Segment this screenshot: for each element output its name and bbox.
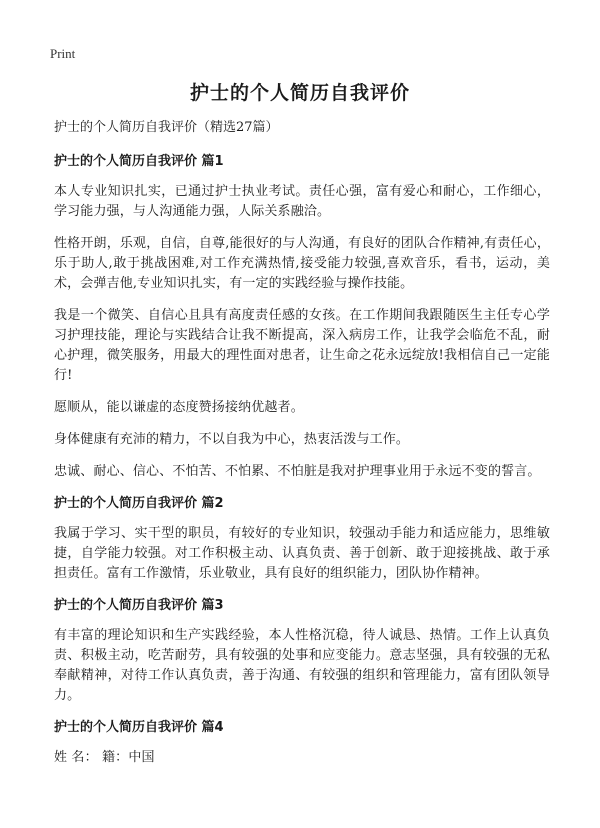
section-heading: 护士的个人简历自我评价 篇4 — [54, 720, 224, 735]
paragraph: 忠诚、耐心、信心、不怕苦、不怕累、不怕脏是我对护理事业用于永远不变的誓言。 — [54, 464, 541, 479]
document-subtitle: 护士的个人简历自我评价（精选27篇） — [54, 120, 279, 135]
section-2 — [54, 494, 550, 584]
paragraph: 本人专业知识扎实，已通过护士执业考试。责任心强，富有爱心和耐心，工作细心，学习能力强，与人沟通能力强，人际关系融洽。 — [54, 184, 550, 219]
print-link[interactable]: Print — [50, 46, 76, 61]
paragraph: 我是一个微笑、自信心且具有高度责任感的女孩。在工作期间我跟随医生主任专心学习护理技能，理论与实践结合让我不断提高，深入病房工作，让我学会临危不乱，耐心护理，微笑服务，用最大的理性面对患者，让生命之花永远绽放!我相信自己一定能行! — [54, 308, 550, 383]
section-1 — [54, 152, 550, 482]
document-title: 护士的个人简历自我评价 — [189, 82, 410, 104]
document-body — [54, 118, 550, 780]
paragraph: 我属于学习、实干型的职员，有较好的专业知识，较强动手能力和适应能力，思维敏捷，自学能力较强。对工作积极主动、认真负责、善于创新、敢于迎接挑战、敢于承担责任。富有工作激情，乐业敬业，具有良好的组织能力，团队协作精神。 — [54, 526, 550, 581]
section-heading: 护士的个人简历自我评价 篇3 — [54, 598, 224, 613]
paragraph: 愿顺从，能以谦虚的态度赞扬接纳优越者。 — [54, 400, 304, 415]
section-heading: 护士的个人简历自我评价 篇1 — [54, 154, 224, 169]
section-3 — [54, 596, 550, 706]
section-4 — [54, 718, 550, 768]
section-heading: 护士的个人简历自我评价 篇2 — [54, 496, 224, 511]
paragraph: 性格开朗，乐观，自信，自尊,能很好的与人沟通，有良好的团队合作精神,有责任心，乐于助人,敢于挑战困难,对工作充满热情,接受能力较强,喜欢音乐，看书，运动，美术，会弹吉他,专业知识扎实，有一定的实践经验与操作技能。 — [54, 236, 550, 291]
paragraph: 有丰富的理论知识和生产实践经验，本人性格沉稳，待人诚恳、热情。工作上认真负责、积极主动，吃苦耐劳，具有较强的处事和应变能力。意志坚强，具有较强的无私奉献精神，对待工作认真负责，善于沟通、有较强的组织和管理能力，富有团队领导力。 — [54, 628, 550, 703]
paragraph: 姓 名： 籍：中国 — [54, 750, 155, 765]
paragraph: 身体健康有充沛的精力，不以自我为中心，热衷活泼与工作。 — [54, 432, 410, 447]
